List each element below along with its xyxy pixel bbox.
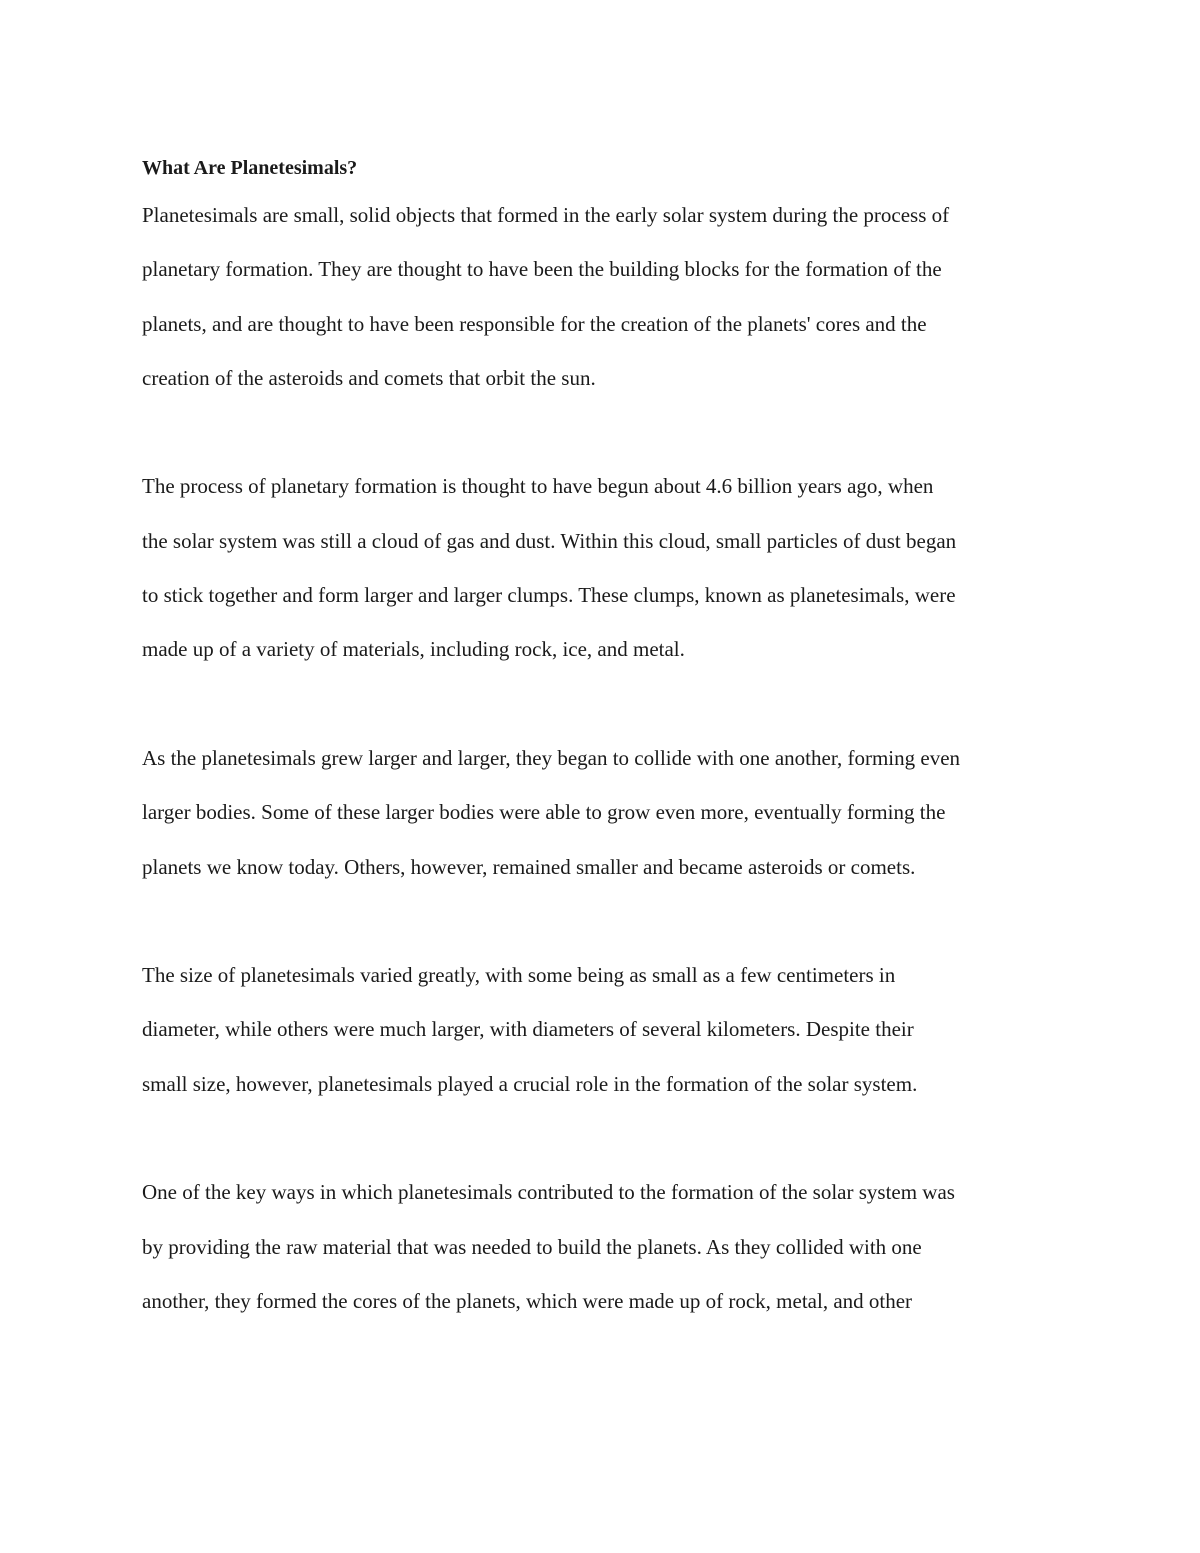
paragraph-line: by providing the raw material that was needed to build the planets. As they collided with one (142, 1234, 922, 1259)
paragraph-line: creation of the asteroids and comets that orbit the sun. (142, 365, 596, 390)
paragraph-line: another, they formed the cores of the planets, which were made up of rock, metal, and other (142, 1288, 913, 1313)
paragraph-line: planets, and are thought to have been responsible for the creation of the planets' cores and the (142, 311, 927, 336)
document-title: What Are Planetesimals? (142, 157, 358, 179)
paragraph-spacer (142, 894, 1072, 948)
paragraph-line: planets we know today. Others, however, remained smaller and became asteroids or comets. (142, 854, 916, 879)
paragraph-line: the solar system was still a cloud of gas and dust. Within this cloud, small particles of dust began (142, 528, 957, 553)
paragraph-line: small size, however, planetesimals played a crucial role in the formation of the solar system. (142, 1071, 918, 1096)
paragraph-line: The process of planetary formation is thought to have begun about 4.6 billion years ago, when (142, 474, 934, 499)
paragraph-line: diameter, while others were much larger, with diameters of several kilometers. Despite their (142, 1017, 914, 1042)
paragraph-spacer (142, 677, 1072, 731)
paragraph-2 (142, 459, 1072, 676)
paragraph-4 (142, 948, 1072, 1111)
paragraph-line: larger bodies. Some of these larger bodies were able to grow even more, eventually forming the (142, 800, 946, 825)
paragraph-1 (142, 188, 1072, 405)
paragraph-3 (142, 731, 1072, 894)
paragraph-line: One of the key ways in which planetesimals contributed to the formation of the solar system was (142, 1180, 955, 1205)
paragraph-line: The size of planetesimals varied greatly, with some being as small as a few centimeters in (142, 963, 896, 988)
paragraph-spacer (142, 1111, 1072, 1165)
paragraph-line: Planetesimals are small, solid objects that formed in the early solar system during the process of (142, 203, 950, 227)
paragraph-line: As the planetesimals grew larger and larger, they began to collide with one another, forming even (142, 745, 961, 770)
paragraph-line: made up of a variety of materials, including rock, ice, and metal. (142, 637, 685, 662)
document-body (142, 148, 1072, 1328)
paragraph-line: to stick together and form larger and larger clumps. These clumps, known as planetesimals, were (142, 583, 956, 608)
paragraph-line: planetary formation. They are thought to have been the building blocks for the formation of the (142, 257, 942, 282)
paragraph-5 (142, 1165, 1072, 1328)
paragraph-spacer (142, 405, 1072, 459)
